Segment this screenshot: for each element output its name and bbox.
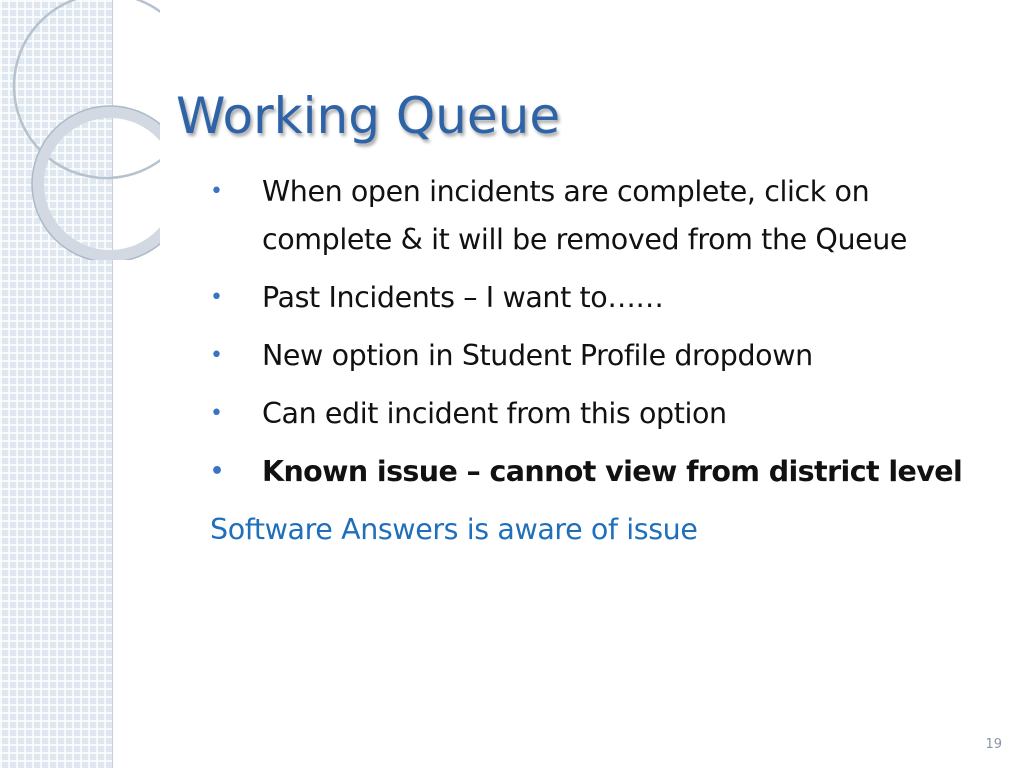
bullet-text: When open incidents are complete, click on complete & it will be removed from the Queue [262,175,908,256]
page-number: 19 [985,737,1002,752]
bullet-text: Known issue – cannot view from district level [262,455,963,488]
bullet-item [210,168,990,264]
bullet-item [210,390,990,438]
bullet-icon: • [210,179,223,204]
bullet-text: Past Incidents – I want to…… [262,281,664,314]
bullet-icon: • [210,343,223,368]
bullet-text: New option in Student Profile dropdown [262,339,813,372]
bullet-item [210,274,990,322]
bullet-item [210,332,990,380]
side-decoration-strip [0,0,113,768]
bullet-text: Can edit incident from this option [262,397,727,430]
slide-title: Working Queue [176,87,561,145]
issue-note: Software Answers is aware of issue [210,513,698,546]
bullet-icon: • [210,401,223,426]
bullet-icon: • [210,285,223,310]
bullet-list [210,168,990,496]
slide-body [210,168,990,554]
bullet-item-known-issue [210,448,990,496]
bullet-icon: • [210,459,224,484]
